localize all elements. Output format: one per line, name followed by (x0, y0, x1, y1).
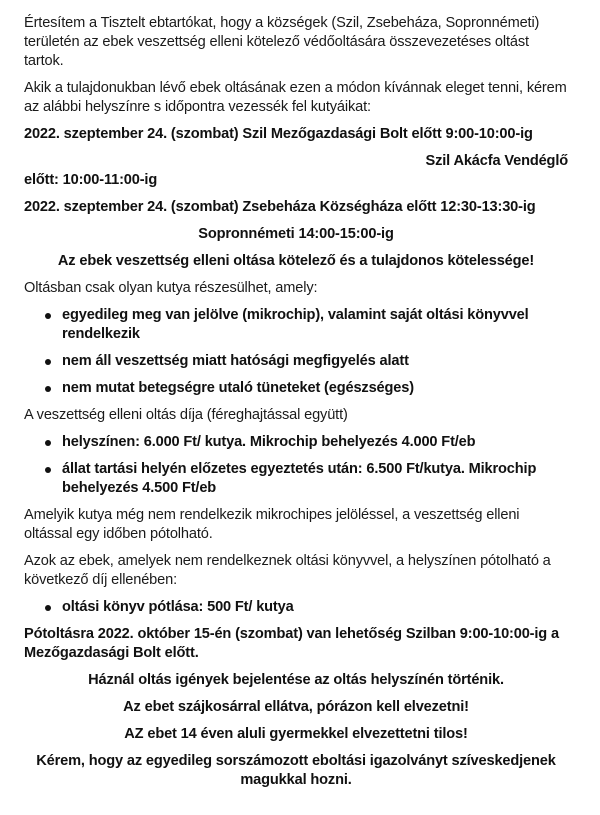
schedule-szil-akacfa: Szil Akácfa Vendéglő (425, 153, 568, 169)
fees-heading: A veszettség elleni oltás díja (féreghajtással együtt) (24, 407, 348, 423)
intro-paragraph: Értesítem a Tisztelt ebtartókat, hogy a községek (Szil, Zsebeháza, Sopronnémeti) területén az ebek veszettség elleni kötelező védőoltására összevezetéses oltást tartok. (24, 15, 540, 69)
schedule-zsebehaza: 2022. szeptember 24. (szombat) Zsebeháza Községháza előtt 12:30-13:30-ig (24, 199, 536, 215)
list-item: helyszínen: 6.000 Ft/ kutya. Mikrochip behelyezés 4.000 Ft/eb (24, 433, 568, 452)
schedule-sopronnemeti: Sopronnémeti 14:00-15:00-ig (198, 226, 394, 242)
mandatory-notice: Az ebek veszettség elleni oltása kötelező és a tulajdonos kötelessége! (57, 253, 535, 269)
list-item: oltási könyv pótlása: 500 Ft/ kutya (24, 598, 568, 617)
bullet-icon (45, 359, 51, 365)
bullet-icon (45, 386, 51, 392)
eligibility-heading: Oltásban csak olyan kutya részesülhet, amely: (24, 280, 318, 296)
list-item: nem mutat betegségre utaló tüneteket (egészséges) (24, 379, 568, 398)
bullet-icon (45, 605, 51, 611)
book-list (24, 598, 568, 617)
microchip-note: Amelyik kutya még nem rendelkezik mikrochipes jelöléssel, a veszettség elleni oltással egy időben pótolható. (24, 507, 520, 542)
note-certificate: Kérem, hogy az egyedileg sorszámozott eboltási igazolványt szíveskedjenek magukkal hozni. (36, 753, 556, 788)
fees-list (24, 433, 568, 498)
announcement-document (24, 14, 568, 798)
eligibility-list (24, 306, 568, 398)
book-heading: Azok az ebek, amelyek nem rendelkeznek oltási könyvvel, a helyszínen pótolható a következő díj ellenében: (24, 553, 551, 588)
list-item: állat tartási helyén előzetes egyeztetés után: 6.500 Ft/kutya. Mikrochip behelyezés 4.500 Ft/eb (24, 460, 568, 498)
note-home-vaccination: Háznál oltás igények bejelentése az oltás helyszínén történik. (88, 672, 504, 688)
bullet-icon (45, 313, 51, 319)
list-item: nem áll veszettség miatt hatósági megfigyelés alatt (24, 352, 568, 371)
schedule-szil-bolt: 2022. szeptember 24. (szombat) Szil Mezőgazdasági Bolt előtt 9:00-10:00-ig (24, 126, 533, 142)
list-item: egyedileg meg van jelölve (mikrochip), valamint saját oltási könyvvel rendelkezik (24, 306, 568, 344)
note-muzzle-leash: Az ebet szájkosárral ellátva, pórázon kell elvezetni! (123, 699, 469, 715)
bullet-icon (45, 467, 51, 473)
schedule-szil-akacfa-time: előtt: 10:00-11:00-ig (24, 172, 158, 188)
bullet-icon (45, 440, 51, 446)
instruction-paragraph: Akik a tulajdonukban lévő ebek oltásának ezen a módon kívánnak eleget tenni, kérem az alábbi helyszínre s időpontra vezessék fel kutyáikat: (24, 80, 567, 115)
note-children: AZ ebet 14 éven aluli gyermekkel elvezettetni tilos! (124, 726, 468, 742)
makeup-vaccination: Pótoltásra 2022. október 15-én (szombat) van lehetőség Szilban 9:00-10:00-ig a Mezőgazdasági Bolt előtt. (24, 626, 559, 661)
